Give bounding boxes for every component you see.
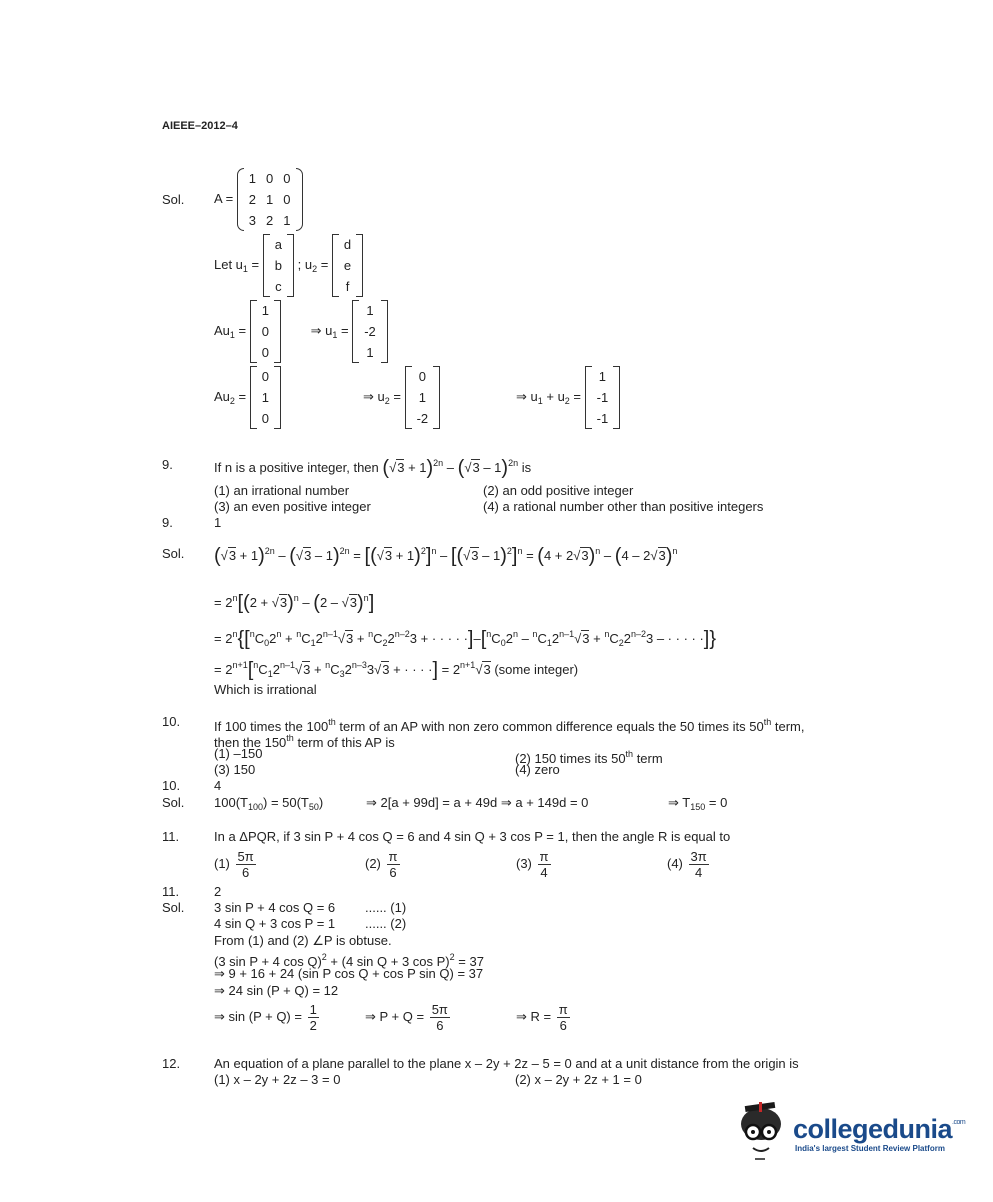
q12-option-2: (2) x – 2y + 2z + 1 = 0: [515, 1072, 642, 1087]
q9-conclusion: Which is irrational: [214, 682, 317, 697]
sol-label-8: Sol.: [162, 192, 185, 207]
q9-sol-line3: = $2^n\{[^nC_02^n + ^nC_12^{n-1}√3 + ^nC_22^{n-2}3$ + · · · · $\cdot]-[^nC_02^n - ^nC_12^{n-1}√3 + ^nC_22^{n-2}3$ – · · · · ·]}: [214, 628, 717, 650]
q10-question-line1: If 100 times the 100th term of an AP with non zero common difference equals the 50 times its 50th term,: [214, 717, 805, 734]
au2-row: $Au_2$ = 0 1 0: [214, 366, 281, 429]
q11-option-2: (2) $\frac{\pi}{6}$: [365, 849, 398, 880]
q9-option-3: (3) an even positive integer: [214, 499, 371, 514]
au1-row: $Au_1$ = 1 0 0 ⇒ $u_1$ = 1 -2 1: [214, 300, 388, 363]
logo-tagline: India's largest Student Review Platform: [795, 1144, 945, 1153]
q9-option-2: (2) an odd positive integer: [483, 483, 634, 498]
q12-number: 12.: [162, 1056, 181, 1071]
q11-answer-number: 11.: [162, 884, 180, 899]
q10-sol-step: ⇒ 2[a + 99d] = a + 49d ⇒ a + 149d = 0: [366, 795, 589, 810]
au2-vector: 0 1 0: [250, 366, 281, 429]
q11-number: 11.: [162, 829, 180, 844]
let-u-row: Let $u_1$ = a b c ; $u_2$ = d e f: [214, 234, 363, 297]
logo-wordmark: collegedunia$^{.com}$: [793, 1114, 966, 1144]
q10-option-3: (3) 150: [214, 762, 256, 777]
matrix-a-row: [214, 168, 303, 231]
q9-sol-line2: = $2^n[(2 + √3)^n - (2 - √3)^n]$: [214, 592, 375, 614]
mascot-icon: [735, 1100, 791, 1164]
q9-sol-line4: = $2^{n+1}[^nC_12^{n-1}√3 + ^nC_32^{n-3}3√3$ + · · · ·] = $2^{n+1}√3$ (some integer): [214, 659, 579, 681]
q12-question: An equation of a plane parallel to the plane x – 2y + 2z – 5 = 0 and at a unit distance from the origin is: [214, 1056, 799, 1071]
q9-number: 9.: [162, 457, 173, 472]
q11-eq1-tag: ...... (1): [365, 900, 407, 915]
q10-sol-label: Sol.: [162, 795, 185, 810]
matrix-a: 1 0 0 2 1 0 3 2 1: [237, 168, 303, 231]
u1-result-vector: 1 -2 1: [352, 300, 388, 363]
q11-line4: (3 sin P + 4 cos Q)$^2$ + (4 sin Q + 3 cos P)$^2$ = 37: [214, 952, 484, 969]
page-header: AIEEE–2012–4: [162, 120, 238, 132]
q9-answer-number: 9.: [162, 515, 173, 530]
au1-vector: 1 0 0: [250, 300, 281, 363]
u1-vector: a b c: [263, 234, 294, 297]
q9-answer: 1: [214, 515, 222, 530]
u2-result-vector: 0 1 -2: [405, 366, 441, 429]
q12-option-1: (1) x – 2y + 2z – 3 = 0: [214, 1072, 341, 1087]
q10-option-4: (4) zero: [515, 762, 560, 777]
q11-option-4: (4) $\frac{3\pi}{4}$: [667, 849, 707, 880]
a-lhs: A =: [214, 190, 234, 206]
q10-sol-result: ⇒ $T_{150} = 0$: [668, 795, 728, 812]
q11-line5: ⇒ 9 + 16 + 24 (sin P cos Q + cos P sin Q) = 37: [214, 966, 484, 981]
sum-result-vector: 1 -1 -1: [585, 366, 621, 429]
q11-line3: From (1) and (2) ∠P is obtuse.: [214, 933, 392, 948]
q9-option-4: (4) a rational number other than positive integers: [483, 499, 764, 514]
q11-sol-label: Sol.: [162, 900, 185, 915]
q10-sol: $100(T_{100}) = 50(T_{50})$: [214, 795, 324, 812]
u2-vector: d e f: [332, 234, 363, 297]
q10-answer-number: 10.: [162, 778, 181, 793]
q10-option-1: (1) –150: [214, 746, 263, 761]
q9-sol-line1: $(√3 + 1)^{2n} - (√3 - 1)^{2n} = [(√3 + 1)^2]^n - [(√3 - 1)^2]^n = (4 + 2√3)^n - (4 - 2√3)^n$: [214, 545, 678, 567]
q11-line6: ⇒ 24 sin (P + Q) = 12: [214, 983, 339, 998]
q11-eq2: 4 sin Q + 3 cos P = 1: [214, 916, 336, 931]
collegedunia-logo: [735, 1100, 965, 1164]
q11-option-1: (1) $\frac{5\pi}{6}$: [214, 849, 254, 880]
q9-option-1: (1) an irrational number: [214, 483, 350, 498]
q9-sol-label: Sol.: [162, 546, 185, 561]
q10-question-line2: then the 150th term of this AP is: [214, 733, 395, 750]
q10-answer: 4: [214, 778, 222, 793]
q11-line7-b: ⇒ P + Q = $\frac{5\pi}{6}$: [365, 1002, 448, 1033]
q10-number: 10.: [162, 714, 181, 729]
q11-eq2-tag: ...... (2): [365, 916, 407, 931]
q11-eq1: 3 sin P + 4 cos Q = 6: [214, 900, 336, 915]
u2-result-row: ⇒ $u_2$ = 0 1 -2: [363, 366, 440, 429]
q11-line7-a: ⇒ sin (P + Q) = $\frac{1}{2}$: [214, 1002, 317, 1033]
sum-result-row: ⇒ $u_1 + u_2$ = 1 -1 -1: [516, 366, 620, 429]
q10-option-2: (2) 150 times its 50th term: [515, 749, 663, 766]
q11-answer: 2: [214, 884, 222, 899]
q11-option-3: (3) $\frac{\pi}{4}$: [516, 849, 549, 880]
q11-question: In a ΔPQR, if 3 sin P + 4 cos Q = 6 and 4 sin Q + 3 cos P = 1, then the angle R is equal to: [214, 829, 731, 844]
q11-line7-c: ⇒ R = $\frac{\pi}{6}$: [516, 1002, 568, 1033]
q9-question: If n is a positive integer, then $(√3 + 1)^{2n} - (√3 - 1)^{2n}$ is: [214, 457, 532, 479]
